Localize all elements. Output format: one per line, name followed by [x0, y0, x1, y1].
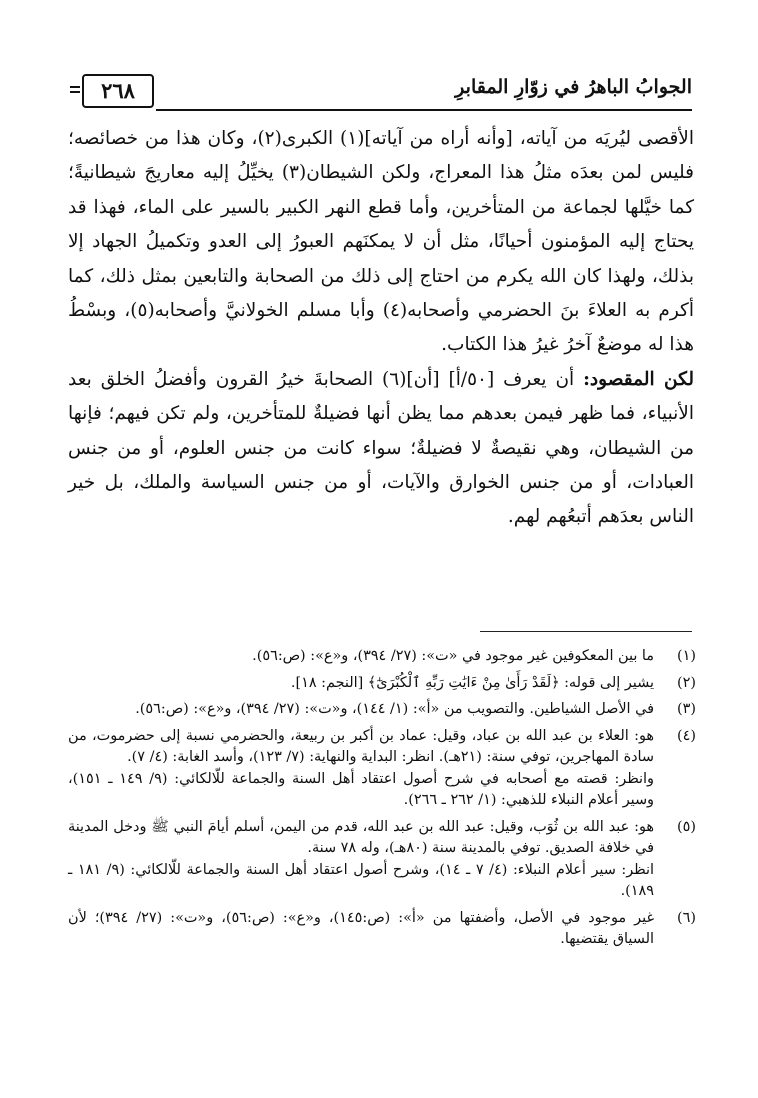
- footnote-text: في الأصل الشياطين. والتصويب من «أ»: (١/ ١٤٤)، و«ت»: (٢٧/ ٣٩٤)، و«ع»: (ص:٥٦).: [135, 701, 654, 717]
- footnote-text: غير موجود في الأصل، وأضفتها من «أ»: (ص:١٤٥)، و«ع»: (ص:٥٦)، و«ت»: (٢٧/ ٣٩٤)؛ لأن السياق يقتضيها.: [68, 909, 654, 947]
- footnote: [68, 908, 696, 951]
- footnote-text: ما بين المعكوفين غير موجود في «ت»: (٢٧/ ٣٩٤)، و«ع»: (ص:٥٦).: [252, 648, 654, 664]
- running-title: الجوابُ الباهرُ في زوّارِ المقابرِ: [455, 76, 692, 98]
- footnote: [68, 817, 696, 903]
- paragraph-2-text: أن يعرف [٥٠/أ] [أن](٦) الصحابةَ خيرُ القرون وأفضلُ الخلق بعد الأنبياء، فما ظهر فيمن بعدهم مما يظن أنها فضيلةٌ للمتأخرين، ولم تكن فيهم؛ فإنها من الشيطان، وهي نقيصةٌ لا فضيلةٌ؛ سواء كانت من جنس العلوم، أو من جنس العبادات، أو من جنس الخوارق والآيات، أو من جنس السياسة والملك، بل خير الناس بعدَهم أتبعُهم لهم.: [68, 368, 694, 528]
- footnote: [68, 673, 696, 695]
- footnote: [68, 646, 696, 668]
- footnote-number: (٥): [677, 818, 696, 835]
- footnote-text: يشير إلى قوله: ﴿لَقَدْ رَأَىٰ مِنْ ءَايَٰتِ رَبِّهِ ٱلْكُبْرَىٰٓ﴾ [النجم: ١٨].: [290, 674, 654, 691]
- main-text: [68, 122, 694, 535]
- footnote: [68, 699, 696, 721]
- header-rule-left: [70, 86, 80, 88]
- header-rule-left-2: [70, 91, 80, 93]
- footnote-text: هو: العلاء بن عبد الله بن عباد، وقيل: عماد بن أكبر بن ربيعة، والحضرمي نسبة إلى حضرموت، من سادة المهاجرين، توفي سنة: (٢١هـ). انظر: البداية والنهاية: (٧/ ١٢٣)، وأسد الغابة: (٤/ ٧).: [68, 727, 654, 765]
- footnote-number: (٦): [677, 909, 696, 926]
- footnote-text: وانظر: قصته مع أصحابه في شرح أصول اعتقاد أهل السنة والجماعة للّالكائي: (٩/ ١٤٩ ـ ١٥١)، وسير أعلام النبلاء للذهبي: (١/ ٢٦٢ ـ ٢٦٦).: [68, 770, 654, 808]
- paragraph-1: الأقصى ليُريَه من آياته، [وأنه أراه من آياته](١) الكبرى(٢)، وكان هذا من خصائصه؛ فليس لمن بعدَه مثلُ هذا المعراج، ولكن الشيطان(٣) يخيِّلُ إليه معاريجَ شيطانيةً؛ كما خيَّلها لجماعة من المتأخرين، وأما قطع النهر الكبير بالسير على الماء، فهذا قد يحتاج إليه المؤمنون أحيانًا، مثل أن لا يمكنَهم العبورُ إلى العدو وتكميلُ الجهاد إلا بذلك، ولهذا كان الله يكرم من احتاج إلى ذلك من الصحابة والتابعين بمثل ذلك، كما أكرم به العلاءَ بنَ الحضرمي وأصحابه(٤) وأبا مسلم الخولانيَّ وأصحابه(٥)، وبسْطُ هذا له موضعٌ آخرُ غيرُ هذا الكتاب.: [68, 128, 695, 356]
- paragraph-2: [68, 363, 694, 535]
- header-underline: [156, 109, 692, 111]
- footnote: [68, 726, 696, 812]
- footnote-separator: [480, 631, 692, 632]
- footnote-number: (١): [677, 648, 696, 664]
- footnote-text: هو: عبد الله بن ثُوَب، وقيل: عبد الله بن عبد الله، قدم من اليمن، أسلم أيامَ النبي ﷺ ودخل المدينة في خلافة الصديق. توفي بالمدينة سنة (٨٠هـ)، وله ٧٨ سنة.: [68, 818, 654, 856]
- paragraph-2-lead: لكن المقصود:: [583, 368, 694, 390]
- page-number: ٢٦٨: [82, 74, 154, 108]
- footnote-text: انظر: سير أعلام النبلاء: (٤/ ٧ ـ ١٤)، وشرح أصول اعتقاد أهل السنة والجماعة للّالكائي: (٩/ ١٨١ ـ ١٨٩).: [68, 861, 654, 899]
- footnote-number: (٤): [677, 727, 696, 744]
- footnote-number: (٢): [677, 674, 696, 691]
- footnotes: [68, 646, 696, 956]
- footnote-number: (٣): [677, 701, 696, 717]
- page-header: [70, 74, 692, 114]
